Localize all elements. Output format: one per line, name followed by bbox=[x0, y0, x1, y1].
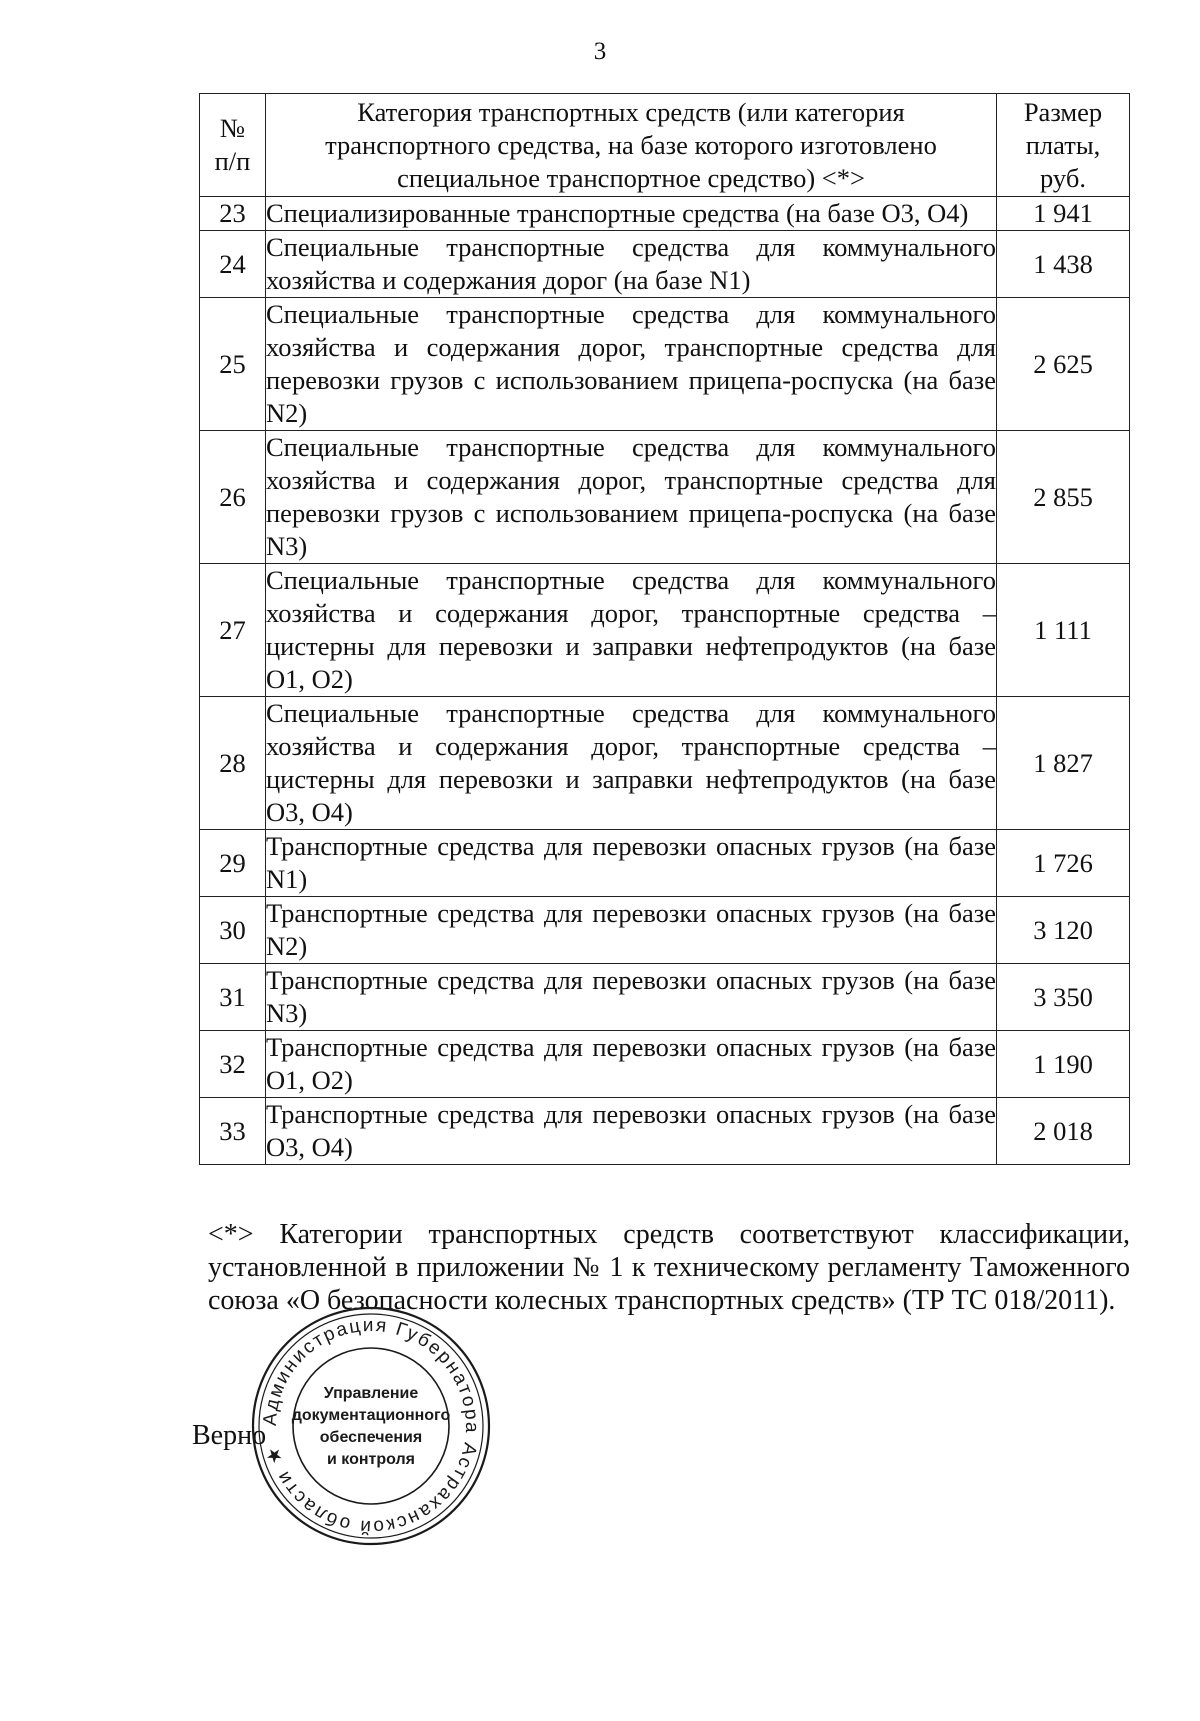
stamp-line-1: Управление bbox=[323, 1385, 419, 1402]
stamp-line-4: и контроля bbox=[327, 1451, 415, 1468]
row-fee: 1 827 bbox=[997, 697, 1130, 830]
page-number: 3 bbox=[593, 38, 607, 65]
row-category: Специальные транспортные средства для коммунального хозяйства и содержания дорог (на базе N1) bbox=[266, 231, 997, 298]
header-number bbox=[200, 94, 266, 197]
row-number: 32 bbox=[200, 1031, 266, 1098]
row-fee: 1 941 bbox=[997, 197, 1130, 231]
stamp-ring-text: Администрация Губернатора Астраханской области ★ bbox=[259, 1314, 483, 1538]
row-fee: 2 018 bbox=[997, 1098, 1130, 1165]
certification-label: Верно bbox=[192, 1420, 267, 1451]
table-row bbox=[200, 231, 1130, 298]
row-fee: 3 120 bbox=[997, 897, 1130, 964]
table-row bbox=[200, 697, 1130, 830]
row-category: Специальные транспортные средства для коммунального хозяйства и содержания дорог, транспортные средства для перевозки грузов с использованием прицепа-роспуска (на базе N3) bbox=[266, 431, 997, 564]
row-number: 24 bbox=[200, 231, 266, 298]
table-row bbox=[200, 298, 1130, 431]
table-row bbox=[200, 564, 1130, 697]
row-category: Транспортные средства для перевозки опасных грузов (на базе O1, O2) bbox=[266, 1031, 997, 1098]
row-category: Специальные транспортные средства для коммунального хозяйства и содержания дорог, транспортные средства для перевозки грузов с использованием прицепа-роспуска (на базе N2) bbox=[266, 298, 997, 431]
stamp-line-2: документационного bbox=[291, 1407, 451, 1424]
row-fee: 1 726 bbox=[997, 830, 1130, 897]
row-category: Специальные транспортные средства для коммунального хозяйства и содержания дорог, транспортные средства – цистерны для перевозки и заправки нефтепродуктов (на базе O3, O4) bbox=[266, 697, 997, 830]
fee-table bbox=[199, 93, 1130, 1165]
row-number: 23 bbox=[200, 197, 266, 231]
header-number-text: № п/п bbox=[214, 113, 251, 176]
stamp-center-text bbox=[250, 1383, 492, 1471]
row-category: Специальные транспортные средства для коммунального хозяйства и содержания дорог, транспортные средства – цистерны для перевозки и заправки нефтепродуктов (на базе O1, O2) bbox=[266, 564, 997, 697]
row-category: Транспортные средства для перевозки опасных грузов (на базе N2) bbox=[266, 897, 997, 964]
row-fee: 1 111 bbox=[997, 564, 1130, 697]
row-number: 33 bbox=[200, 1098, 266, 1165]
table-row bbox=[200, 1031, 1130, 1098]
official-stamp bbox=[250, 1305, 492, 1547]
table-header-row bbox=[200, 94, 1130, 197]
row-fee: 3 350 bbox=[997, 964, 1130, 1031]
row-number: 28 bbox=[200, 697, 266, 830]
table-row bbox=[200, 964, 1130, 1031]
row-category: Специализированные транспортные средства (на базе O3, O4) bbox=[266, 197, 997, 231]
row-fee: 2 625 bbox=[997, 298, 1130, 431]
table-row bbox=[200, 197, 1130, 231]
row-number: 25 bbox=[200, 298, 266, 431]
table-row bbox=[200, 1098, 1130, 1165]
row-fee: 1 190 bbox=[997, 1031, 1130, 1098]
table-row bbox=[200, 431, 1130, 564]
row-category: Транспортные средства для перевозки опасных грузов (на базе O3, O4) bbox=[266, 1098, 997, 1165]
row-fee: 1 438 bbox=[997, 231, 1130, 298]
footnote-text: <*> Категории транспортных средств соответствуют классификации, установленной в приложении № 1 к техническому регламенту Таможенного союза «О безопасности колесных транспортных средств» (ТР ТС 018/2011). bbox=[208, 1219, 1130, 1316]
row-fee: 2 855 bbox=[997, 431, 1130, 564]
stamp-line-3: обеспечения bbox=[319, 1429, 423, 1446]
table-row bbox=[200, 897, 1130, 964]
row-number: 29 bbox=[200, 830, 266, 897]
row-category: Транспортные средства для перевозки опасных грузов (на базе N3) bbox=[266, 964, 997, 1031]
row-category: Транспортные средства для перевозки опасных грузов (на базе N1) bbox=[266, 830, 997, 897]
header-category: Категория транспортных средств (или категория транспортного средства, на базе которого изготовлено специальное транспортное средство) <*> bbox=[266, 94, 997, 197]
row-number: 30 bbox=[200, 897, 266, 964]
row-number: 31 bbox=[200, 964, 266, 1031]
row-number: 26 bbox=[200, 431, 266, 564]
row-number: 27 bbox=[200, 564, 266, 697]
header-fee-text: Размер платы, руб. bbox=[1023, 96, 1103, 193]
header-fee bbox=[997, 94, 1130, 197]
footnote bbox=[208, 1218, 1130, 1317]
table-row bbox=[200, 830, 1130, 897]
